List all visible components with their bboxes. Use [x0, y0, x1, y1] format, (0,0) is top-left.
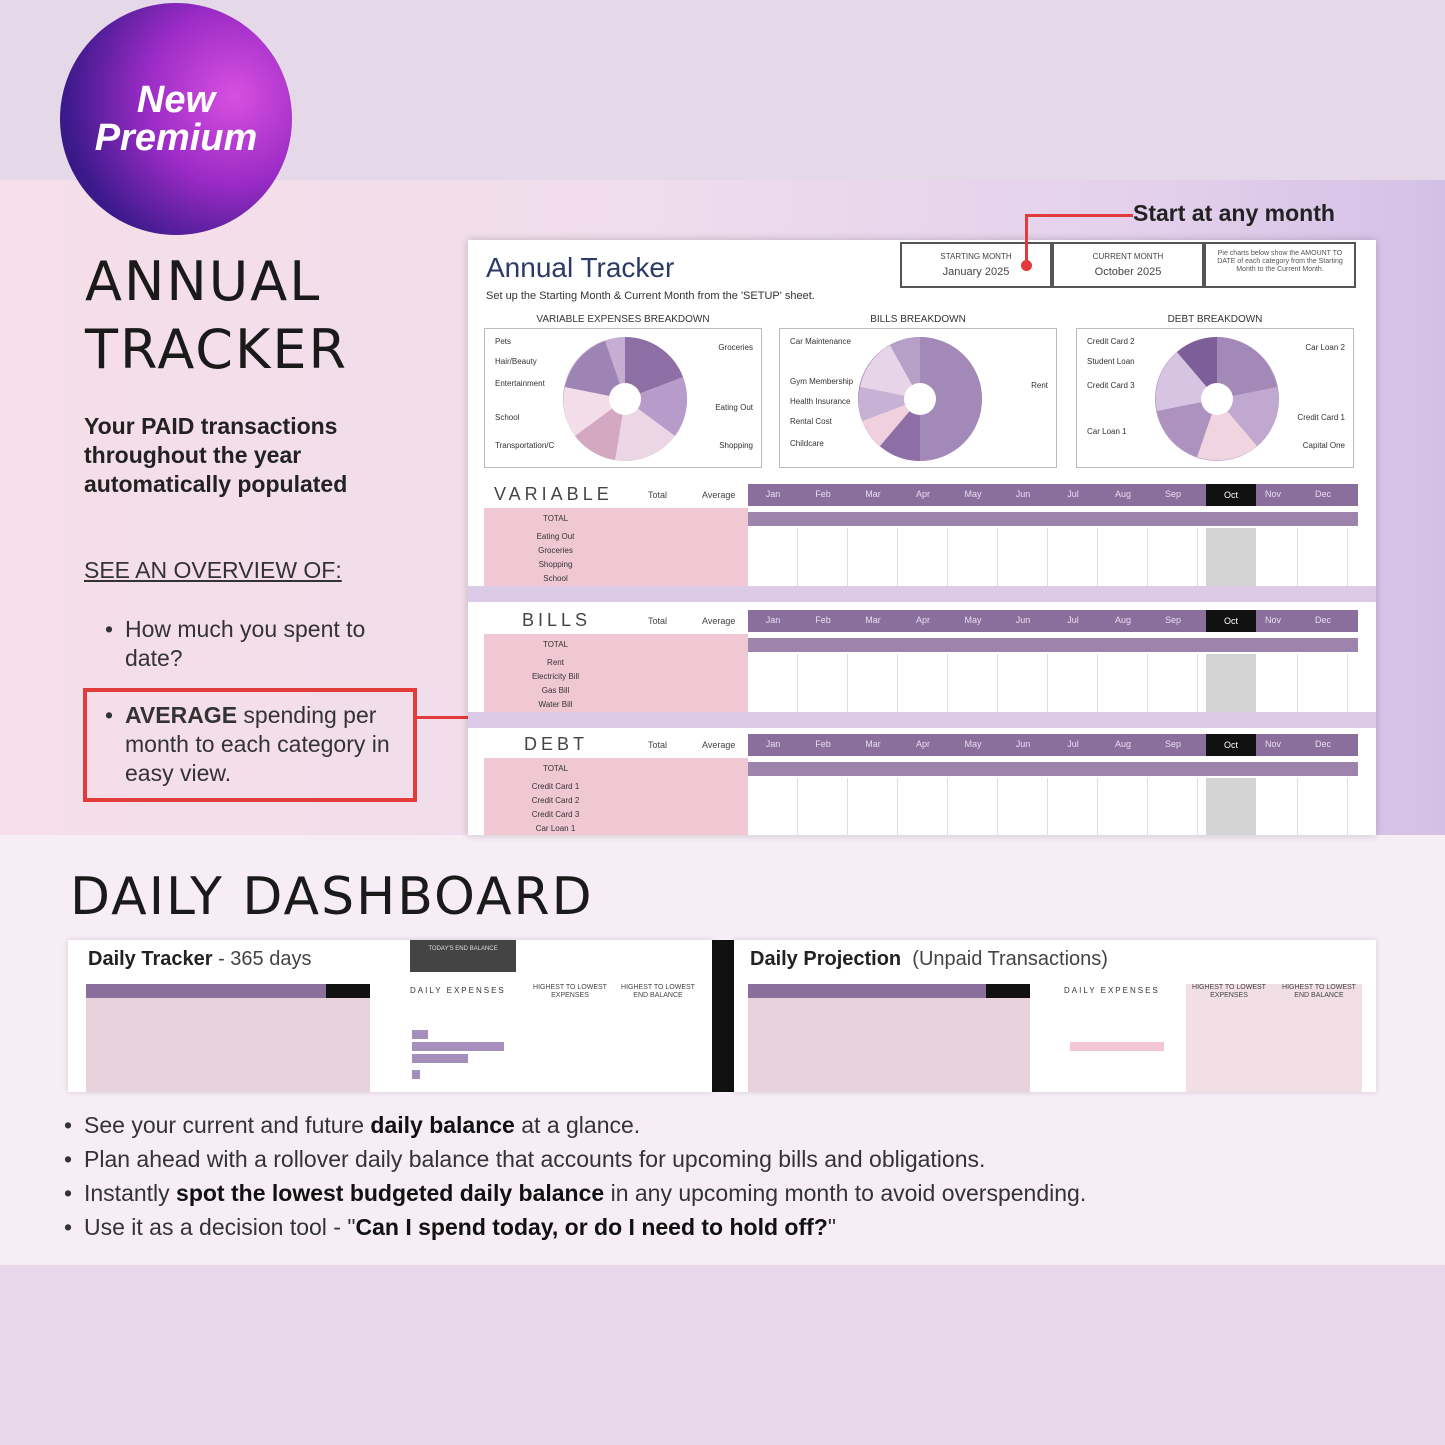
row-label: Eating Out — [536, 532, 575, 541]
starting-month-value: January 2025 — [942, 266, 1010, 278]
starting-month-label: STARTING MONTH — [940, 252, 1012, 261]
section-divider — [468, 586, 1376, 602]
projection-sub-text: (Unpaid Transactions) — [912, 948, 1108, 970]
row-label: Credit Card 3 — [531, 810, 580, 819]
sheet-subtitle: Set up the Starting Month & Current Month from the 'SETUP' sheet. — [486, 290, 815, 302]
pie-label: Groceries — [718, 343, 753, 352]
pie-note-box — [1204, 242, 1356, 288]
daily-projection-title — [750, 948, 1108, 971]
pie-label: Car Maintenance — [790, 337, 851, 346]
bullet-average-bold: AVERAGE — [125, 702, 238, 728]
start-month-callout-line — [1025, 214, 1133, 217]
pie-label: Credit Card 3 — [1087, 381, 1135, 390]
section-divider — [468, 712, 1376, 728]
month-nov: Nov — [1264, 489, 1281, 499]
annual-tracker-sheet — [468, 240, 1376, 835]
col-total: Total — [648, 490, 668, 500]
bills-oct-column — [1206, 654, 1256, 712]
month-oct-current: Oct — [1206, 734, 1256, 756]
row-label: Gas Bill — [541, 686, 570, 695]
month-feb: Feb — [815, 615, 831, 625]
pie-chart-bills — [779, 328, 1057, 468]
daily-expenses-label: DAILY EXPENSES — [1064, 986, 1160, 995]
sheet-title: Annual Tracker — [486, 252, 675, 283]
badge-line1: New — [136, 79, 216, 121]
row-label: Shopping — [538, 560, 573, 569]
section-title-variable: VARIABLE — [494, 484, 613, 504]
daily-expenses-label: DAILY EXPENSES — [410, 986, 506, 995]
tracker-table-header — [86, 984, 326, 998]
month-mar: Mar — [865, 739, 881, 749]
debt-total-months — [748, 762, 1358, 776]
month-jul: Jul — [1067, 489, 1079, 499]
month-dec: Dec — [1314, 615, 1331, 625]
pie-title-bills: BILLS BREAKDOWN — [870, 314, 966, 325]
pie-label: Hair/Beauty — [495, 357, 537, 366]
projection-mini-tables — [1186, 984, 1362, 1092]
row-label: TOTAL — [542, 640, 569, 649]
daily-tracker-table — [86, 984, 370, 1092]
row-label: Rent — [547, 658, 564, 667]
col-average: Average — [702, 740, 736, 750]
projection-table-header — [748, 984, 986, 998]
month-mar: Mar — [865, 489, 881, 499]
variable-grid — [748, 528, 1358, 586]
bottom-band — [0, 1265, 1445, 1445]
month-header-bills — [748, 610, 1358, 632]
month-nov: Nov — [1264, 615, 1281, 625]
month-dec: Dec — [1314, 489, 1331, 499]
month-jan: Jan — [765, 739, 781, 749]
pie-label: Childcare — [790, 439, 824, 448]
mini-header-expenses: HIGHEST TO LOWEST EXPENSES — [533, 984, 607, 999]
row-label: TOTAL — [542, 514, 569, 523]
pie-label: Credit Card 2 — [1087, 337, 1135, 346]
pie-label: Transportation/C — [495, 441, 555, 450]
month-aug: Aug — [1114, 615, 1131, 625]
month-nov: Nov — [1264, 739, 1281, 749]
pie-label: Capital One — [1302, 441, 1345, 450]
row-label: Credit Card 2 — [531, 796, 580, 805]
pie-label: Eating Out — [715, 403, 753, 412]
month-apr: Apr — [915, 739, 930, 749]
month-sep: Sep — [1164, 615, 1181, 625]
month-apr: Apr — [915, 615, 930, 625]
row-label: Water Bill — [538, 700, 573, 709]
pie-chart-debt — [1076, 328, 1354, 468]
row-label: Credit Card 1 — [531, 782, 580, 791]
col-total: Total — [648, 616, 668, 626]
bullet-spent: • How much you spent to date? — [125, 615, 405, 673]
month-header-variable — [748, 484, 1358, 506]
feature-list — [84, 1108, 1086, 1244]
month-jan: Jan — [765, 489, 781, 499]
month-mar: Mar — [865, 615, 881, 625]
month-jul: Jul — [1067, 739, 1079, 749]
new-premium-badge — [60, 3, 292, 235]
current-month-value: October 2025 — [1094, 266, 1162, 278]
bills-grid — [748, 654, 1358, 712]
section-title-bills: BILLS — [522, 610, 592, 630]
panel-divider — [712, 940, 734, 1092]
heading-line1: ANNUAL — [85, 250, 322, 313]
month-sep: Sep — [1164, 739, 1181, 749]
feature-item: • Use it as a decision tool - "Can I spend today, or do I need to hold off?" — [84, 1210, 1086, 1244]
badge-line2: Premium — [94, 117, 258, 159]
projection-end-balance-header — [986, 984, 1030, 998]
row-label: Car Loan 1 — [535, 824, 576, 833]
projection-title-text: Daily Projection — [750, 948, 902, 970]
pie-label: Credit Card 1 — [1297, 413, 1345, 422]
daily-projection-panel — [734, 940, 1376, 1092]
pie-label: Health Insurance — [790, 397, 851, 406]
section-title-debt: DEBT — [524, 734, 589, 754]
annual-tracker-heading — [85, 248, 348, 384]
bills-total-months — [748, 638, 1358, 652]
pie-label: Rent — [1031, 381, 1048, 390]
daily-dashboard-heading: DAILY DASHBOARD — [70, 867, 594, 927]
pie-label: Entertainment — [495, 379, 545, 388]
pie-label: Student Loan — [1087, 357, 1135, 366]
current-month-label: CURRENT MONTH — [1092, 252, 1164, 261]
month-may: May — [964, 615, 982, 625]
tracker-end-balance-header — [326, 984, 370, 998]
pie-label: Rental Cost — [790, 417, 832, 426]
pie-label: Car Loan 2 — [1305, 343, 1345, 352]
feature-item: • See your current and future daily balance at a glance. — [84, 1108, 1086, 1142]
feature-item: • Instantly spot the lowest budgeted daily balance in any upcoming month to avoid overspending. — [84, 1176, 1086, 1210]
daily-tracker-panel — [68, 940, 712, 1092]
col-average: Average — [702, 490, 736, 500]
month-feb: Feb — [815, 739, 831, 749]
overview-label: SEE AN OVERVIEW OF: — [84, 557, 342, 583]
variable-total-months — [748, 512, 1358, 526]
daily-tracker-title — [88, 948, 311, 971]
month-jan: Jan — [765, 615, 781, 625]
heading-line2: TRACKER — [85, 318, 349, 381]
debt-grid — [748, 778, 1358, 835]
row-label: School — [543, 574, 568, 583]
col-average: Average — [702, 616, 736, 626]
start-any-month-label: Start at any month — [1133, 200, 1335, 226]
expense-bar — [412, 1042, 504, 1051]
pie-label: School — [495, 413, 520, 422]
pie-title-debt: DEBT BREAKDOWN — [1167, 314, 1263, 325]
month-jun: Jun — [1015, 489, 1031, 499]
month-header-debt — [748, 734, 1358, 756]
month-may: May — [964, 489, 982, 499]
mini-header-balance: HIGHEST TO LOWEST END BALANCE — [621, 984, 695, 999]
month-jun: Jun — [1015, 739, 1031, 749]
pie-title-variable: VARIABLE EXPENSES BREAKDOWN — [536, 314, 710, 325]
pie-label: Gym Membership — [790, 377, 854, 386]
tracker-days-text: - 365 days — [212, 948, 312, 970]
month-dec: Dec — [1314, 739, 1331, 749]
month-jun: Jun — [1015, 615, 1031, 625]
start-month-callout-line — [1025, 214, 1028, 264]
feature-item: • Plan ahead with a rollover daily balance that accounts for upcoming bills and obligations. — [84, 1142, 1086, 1176]
month-may: May — [964, 739, 982, 749]
expense-bar — [412, 1054, 468, 1063]
month-oct-current: Oct — [1206, 610, 1256, 632]
pie-label: Shopping — [719, 441, 753, 450]
month-aug: Aug — [1114, 739, 1131, 749]
average-callout-box — [83, 688, 417, 802]
col-total: Total — [648, 740, 668, 750]
mini-header-expenses: HIGHEST TO LOWEST EXPENSES — [1192, 984, 1266, 999]
bullet-average-rest: spending per month to each category in easy view. — [125, 702, 390, 786]
pie-label: Pets — [495, 337, 512, 346]
annual-subtitle: Your PAID transactions throughout the year automatically populated — [84, 413, 348, 497]
current-month-box[interactable] — [1052, 242, 1204, 288]
month-jul: Jul — [1067, 615, 1079, 625]
row-label: Groceries — [538, 546, 573, 555]
month-sep: Sep — [1164, 489, 1181, 499]
expense-bar — [412, 1070, 420, 1079]
tracker-title-text: Daily Tracker — [88, 948, 213, 970]
expense-bar — [412, 1030, 428, 1039]
pie-chart-variable — [484, 328, 762, 468]
month-feb: Feb — [815, 489, 831, 499]
pie-label: Car Loan 1 — [1087, 427, 1127, 436]
month-apr: Apr — [915, 489, 930, 499]
row-label: Electricity Bill — [531, 672, 580, 681]
daily-projection-table — [748, 984, 1030, 1092]
month-aug: Aug — [1114, 489, 1131, 499]
row-label: TOTAL — [542, 764, 569, 773]
month-oct-current: Oct — [1206, 484, 1256, 506]
variable-oct-column — [1206, 528, 1256, 586]
start-month-callout-dot — [1021, 260, 1032, 271]
todays-end-balance-box: TODAY'S END BALANCE — [410, 940, 516, 972]
mini-header-balance: HIGHEST TO LOWEST END BALANCE — [1282, 984, 1356, 999]
pie-note: Pie charts below show the AMOUNT TO DATE of each category from the Starting Month to the Current Month. — [1217, 250, 1343, 273]
expense-bar — [1070, 1042, 1164, 1051]
debt-oct-column — [1206, 778, 1256, 835]
